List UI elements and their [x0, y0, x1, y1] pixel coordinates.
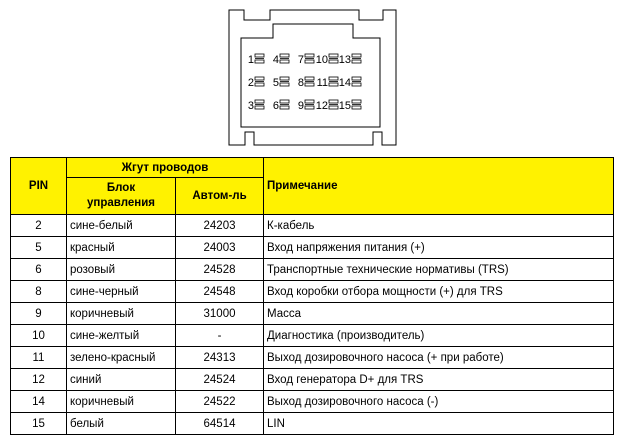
- header-pin: PIN: [11, 158, 67, 215]
- cell-control-unit: зелено-красный: [67, 347, 176, 369]
- cell-vehicle: 24524: [176, 369, 264, 391]
- cell-vehicle: 24528: [176, 259, 264, 281]
- pin-label: 4: [272, 54, 279, 66]
- pin-terminal: [305, 54, 314, 63]
- pin-label: 1: [247, 54, 254, 66]
- connector-diagram: [225, 4, 399, 150]
- cell-control-unit: коричневый: [67, 303, 176, 325]
- pin-label: 8: [297, 77, 304, 89]
- pin-terminal: [329, 54, 338, 63]
- cell-vehicle: 24313: [176, 347, 264, 369]
- pin-terminal: [352, 54, 361, 63]
- pin-label: 2: [247, 77, 254, 89]
- cell-pin: 2: [11, 215, 67, 237]
- table-row: [11, 259, 614, 281]
- pin-label: 11: [316, 77, 328, 89]
- cell-note: Вход генератора D+ для TRS: [264, 369, 614, 391]
- pin-label: 5: [272, 77, 279, 89]
- cell-pin: 14: [11, 391, 67, 413]
- cell-pin: 11: [11, 347, 67, 369]
- cell-note: LIN: [264, 413, 614, 435]
- header-note: Примечание: [264, 158, 614, 215]
- pin-terminal: [255, 100, 264, 109]
- cell-note: Вход напряжения питания (+): [264, 237, 614, 259]
- header-harness: Жгут проводов: [67, 158, 264, 178]
- pin-label: 15: [338, 100, 351, 112]
- header-control-unit-line2: управления: [87, 197, 155, 209]
- connector-housing: [229, 10, 396, 145]
- header-control-unit: [67, 178, 176, 215]
- table-row: [11, 325, 614, 347]
- cell-control-unit: красный: [67, 237, 176, 259]
- cell-vehicle: 64514: [176, 413, 264, 435]
- pin-terminal: [280, 100, 289, 109]
- cell-vehicle: 24003: [176, 237, 264, 259]
- table-row: [11, 369, 614, 391]
- table-row: [11, 303, 614, 325]
- pin-terminal: [280, 54, 289, 63]
- cell-pin: 9: [11, 303, 67, 325]
- cell-control-unit: розовый: [67, 259, 176, 281]
- table-row: [11, 413, 614, 435]
- pin-label: 3: [247, 100, 254, 112]
- cell-control-unit: сине-белый: [67, 215, 176, 237]
- pin-terminal: [305, 77, 314, 86]
- pinout-table: [10, 157, 614, 435]
- cell-vehicle: 24203: [176, 215, 264, 237]
- cell-vehicle: 24522: [176, 391, 264, 413]
- pin-terminal: [280, 77, 289, 86]
- pin-label: 13: [338, 54, 351, 66]
- pin-terminal: [305, 100, 314, 109]
- cell-control-unit: сине-черный: [67, 281, 176, 303]
- pin-terminal: [255, 77, 264, 86]
- cell-pin: 15: [11, 413, 67, 435]
- cell-control-unit: сине-желтый: [67, 325, 176, 347]
- cell-note: Вход коробки отбора мощности (+) для TRS: [264, 281, 614, 303]
- cell-note: Выход дозировочного насоса (-): [264, 391, 614, 413]
- cell-control-unit: синий: [67, 369, 176, 391]
- table-row: [11, 347, 614, 369]
- pin-grid: [248, 54, 361, 112]
- table-row: [11, 215, 614, 237]
- pin-terminal: [329, 77, 338, 86]
- connector-cavity: [241, 24, 380, 127]
- cell-vehicle: 24548: [176, 281, 264, 303]
- pin-label: 9: [297, 100, 304, 112]
- cell-pin: 5: [11, 237, 67, 259]
- pin-label: 10: [315, 54, 328, 66]
- cell-note: Диагностика (производитель): [264, 325, 614, 347]
- cell-pin: 6: [11, 259, 67, 281]
- header-control-unit-line1: Блок: [106, 182, 136, 194]
- table-row: [11, 237, 614, 259]
- header-vehicle: Автом-ль: [176, 178, 264, 215]
- pin-label: 14: [338, 77, 351, 89]
- cell-note: Выход дозировочного насоса (+ при работе): [264, 347, 614, 369]
- cell-vehicle: -: [176, 325, 264, 347]
- table-row: [11, 391, 614, 413]
- cell-pin: 12: [11, 369, 67, 391]
- cell-control-unit: коричневый: [67, 391, 176, 413]
- cell-note: Транспортные технические нормативы (TRS): [264, 259, 614, 281]
- cell-pin: 10: [11, 325, 67, 347]
- pin-label: 7: [297, 54, 304, 66]
- pin-terminal: [255, 54, 264, 63]
- pin-label: 6: [272, 100, 279, 112]
- cell-control-unit: белый: [67, 413, 176, 435]
- cell-pin: 8: [11, 281, 67, 303]
- cell-note: Масса: [264, 303, 614, 325]
- pin-terminal: [329, 100, 338, 109]
- pin-label: 12: [315, 100, 328, 112]
- cell-note: К-кабель: [264, 215, 614, 237]
- pin-terminal: [352, 100, 361, 109]
- table-row: [11, 281, 614, 303]
- cell-vehicle: 31000: [176, 303, 264, 325]
- pin-terminal: [352, 77, 361, 86]
